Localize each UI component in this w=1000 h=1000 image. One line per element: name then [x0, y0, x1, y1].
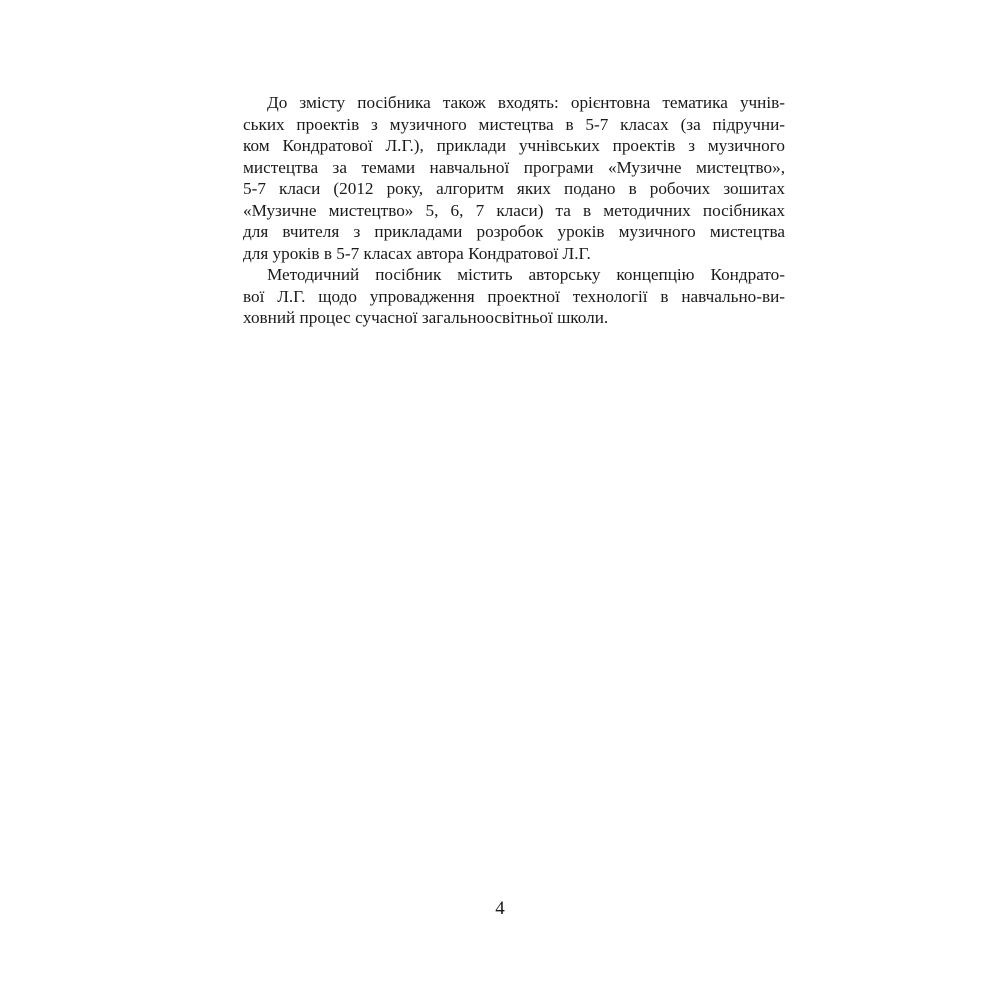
text-line: До змісту посібника також входять: орієнтовна тематика учнів- [267, 93, 785, 112]
text-line: 5-7 класи (2012 року, алгоритм яких подано в робочих зошитах [243, 179, 785, 198]
page-number: 4 [495, 898, 505, 919]
paragraph-contents [243, 92, 785, 264]
text-line: для вчителя з прикладами розробок уроків музичного мистецтва [243, 222, 785, 241]
paragraph-concept [243, 264, 785, 329]
text-line: ком Кондратової Л.Г.), приклади учнівських проектів з музичного [243, 136, 785, 155]
text-line: для уроків в 5-7 класах автора Кондратової Л.Г. [243, 243, 591, 263]
text-line: «Музичне мистецтво» 5, 6, 7 класи) та в методичних посібниках [243, 200, 785, 220]
text-line: ських проектів з музичного мистецтва в 5-7 класах (за підручни- [243, 114, 785, 134]
text-line: ховний процес сучасної загальноосвітньої школи. [243, 308, 609, 327]
text-line: Методичний посібник містить авторську концепцію Кондрато- [267, 265, 785, 284]
text-line: мистецтва за темами навчальної програми «Музичне мистецтво», [243, 157, 785, 177]
text-line: вої Л.Г. щодо упровадження проектної технології в навчально-ви- [243, 286, 785, 306]
body-text [243, 92, 785, 329]
